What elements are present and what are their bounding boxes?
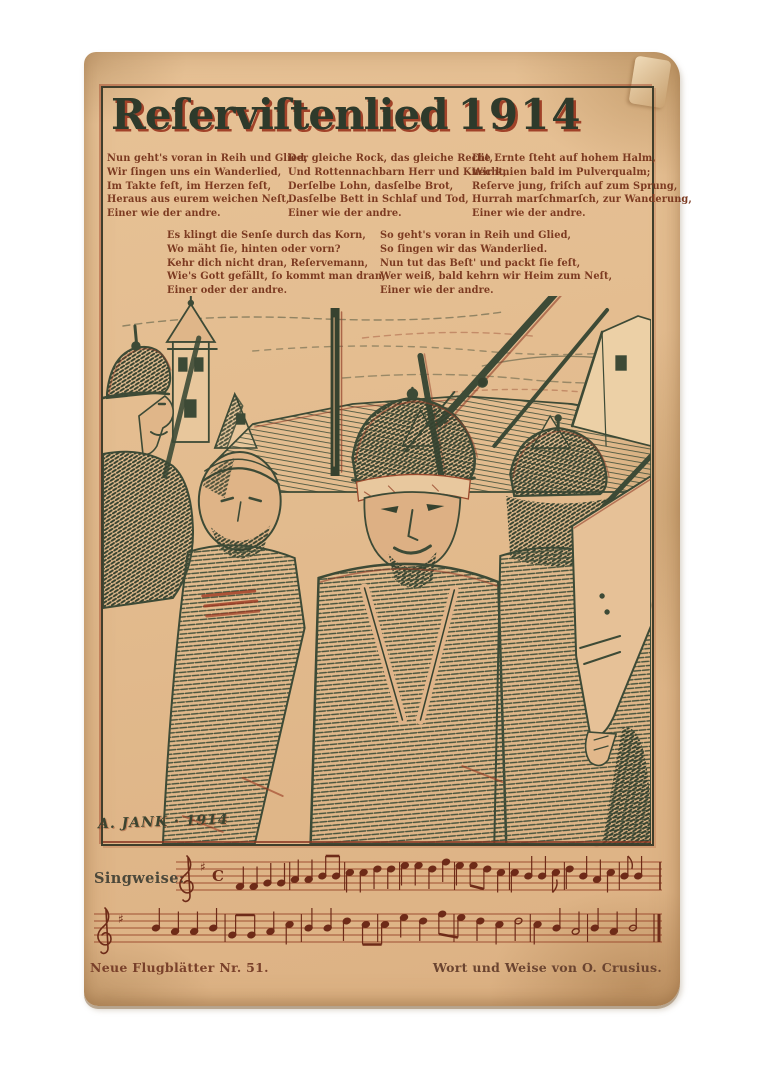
verse-line: Im Takte feſt, im Herzen feſt,	[107, 180, 272, 192]
verse-line: Wir knien bald im Pulverqualm;	[472, 166, 651, 178]
verse-column-3	[472, 152, 692, 221]
footer-series: Neue Flugblätter Nr. 51.	[90, 960, 269, 975]
verse-line: Dasſelbe Bett in Schlaf und Tod,	[288, 194, 469, 206]
svg-text:♯: ♯	[118, 912, 124, 926]
verse-line: Einer wie der andre.	[380, 285, 494, 297]
verse-column-5	[380, 229, 613, 298]
svg-text:♯: ♯	[200, 860, 206, 874]
verse-line: Heraus aus eurem weichen Neſt,	[107, 194, 290, 206]
verse-line: Hurrah marſchmarſch, zur Wanderung,	[472, 194, 692, 206]
verse-line: Einer oder der andre.	[167, 285, 288, 297]
verse-line: Einer wie der andre.	[107, 208, 221, 220]
verse-line: Einer wie der andre.	[472, 208, 586, 220]
verse-column-4	[167, 229, 386, 298]
soldiers-illustration	[103, 296, 651, 844]
music-notation	[88, 848, 670, 960]
verse-line: Wo mäht ſie, hinten oder vorn?	[167, 243, 341, 255]
verse-line: Die Ernte ſteht auf hohem Halm,	[472, 153, 656, 164]
verse-line: Nun tut das Beſt' und packt ſie feſt,	[380, 257, 581, 269]
title-year: 1914	[457, 90, 583, 139]
verse-column-1	[107, 152, 308, 221]
postcard	[84, 52, 692, 1006]
verse-line: Einer wie der andre.	[288, 208, 402, 220]
verse-line: Und Rottennachbarn Herr und Knecht,	[288, 166, 507, 178]
verse-column-2	[288, 152, 507, 221]
verse-line: So ſingen wir das Wanderlied.	[380, 243, 548, 255]
verse-line: Es klingt die Senſe durch das Korn,	[167, 230, 366, 241]
page-title	[111, 90, 583, 139]
svg-text:C: C	[212, 867, 224, 885]
verse-line: Kehr dich nicht dran, Reſervemann,	[167, 257, 369, 269]
verse-line: Wie's Gott gefällt, ſo kommt man dran,	[167, 271, 386, 283]
verse-line: Wer weiß, bald kehrn wir Heim zum Neſt,	[380, 271, 613, 283]
verse-line: Reſerve jung, friſch auf zum Sprung,	[472, 180, 678, 192]
printed-frame	[101, 86, 692, 846]
verse-line: So geht's voran in Reih und Glied,	[380, 230, 572, 241]
footer-credit: Wort und Weise von O. Crusius.	[432, 960, 662, 975]
verse-line: Derſelbe Lohn, dasſelbe Brot,	[288, 180, 454, 192]
verse-line: Der gleiche Rock, das gleiche Recht,	[288, 153, 494, 164]
artist-signature: A. JANK · 1914	[97, 811, 229, 833]
singweise-label: Singweise:	[94, 870, 185, 887]
title-word: Reſerviſtenlied	[111, 90, 448, 139]
verse-line: Nun geht's voran in Reih und Glied,	[107, 153, 308, 164]
verse-line: Wir ſingen uns ein Wanderlied,	[107, 166, 282, 178]
